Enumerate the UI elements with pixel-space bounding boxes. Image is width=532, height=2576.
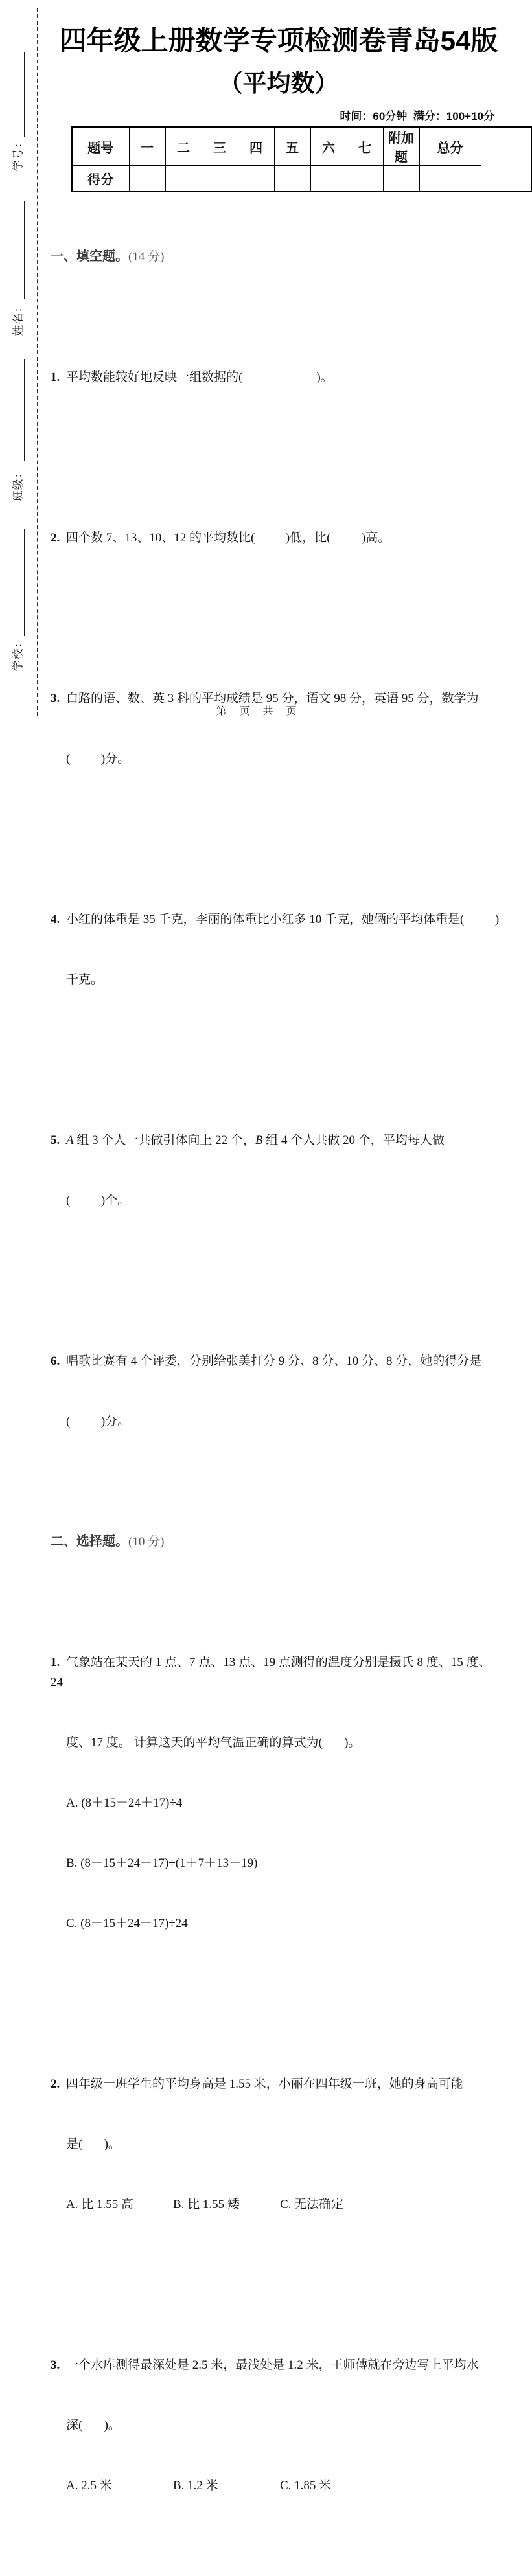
question-number: 2.: [51, 2077, 60, 2091]
fill-question-6: [51, 1311, 500, 1472]
score-header-timu: 题号: [72, 127, 129, 166]
fill-question-4: [51, 869, 500, 1030]
school-label-text: 学校：: [12, 636, 25, 671]
question-line: 一个水库测得最深处是 2.5 米，最浅处是 1.2 米，王师傅就在旁边写上平均水: [66, 2358, 479, 2372]
question-number: 4.: [51, 913, 60, 926]
question-text: [51, 2355, 500, 2375]
question-number: 6.: [51, 1354, 60, 1368]
page-dashed-border: [37, 8, 38, 716]
question-number: 3.: [51, 692, 60, 705]
score-header-1: 一: [129, 127, 165, 166]
question-number: 5.: [51, 1134, 60, 1147]
exam-meta: 时间：60分钟 满分：100+10分: [340, 110, 494, 122]
section-2-points: (10 分): [128, 1535, 165, 1549]
choice-question-1: [51, 1612, 500, 1974]
section-2-heading: [51, 1532, 500, 1552]
option-c: C. 无法确定: [280, 2198, 344, 2211]
question-text: [51, 1351, 500, 1371]
score-header-6: 六: [310, 127, 347, 166]
question-number: 3.: [51, 2358, 60, 2372]
question-text: [51, 2074, 500, 2094]
score-header-3: 三: [202, 127, 238, 166]
class-write-line: [24, 359, 25, 461]
section-1-heading: [51, 247, 500, 267]
question-line: 深( )。: [66, 2419, 121, 2432]
school-label: [3, 618, 31, 689]
score-header-5: 五: [274, 127, 310, 166]
option-a: A. 2.5 米: [66, 2479, 112, 2492]
question-line: 唱歌比赛有 4 个评委，分别给张美打分 9 分、8 分、10 分、8 分，她的得分是: [66, 1354, 482, 1368]
score-table: [71, 126, 532, 192]
question-line: 白路的语、数、英 3 科的平均成绩是 95 分，语文 98 分，英语 95 分，数学为: [66, 692, 479, 705]
section-1-points: (14 分): [128, 250, 165, 264]
question-line: 四个数 7、13、10、12 的平均数比( )低，比( )高。: [66, 531, 391, 545]
question-line: 是( )。: [66, 2137, 121, 2151]
question-text: [51, 1652, 500, 1693]
question-line: 组 3 个人一共做引体向上 22 个，: [73, 1134, 255, 1147]
option-b: B. (8＋15＋24＋17)÷(1＋7＋13＋19): [66, 1856, 258, 1870]
class-label: [3, 448, 31, 519]
page-subtitle: （平均数）: [218, 70, 339, 97]
score-table-header-row: [72, 127, 531, 166]
question-line: 气象站在某天的 1 点、7 点、13 点、19 点测得的温度分别是摄氏 8 度、15 度、24: [51, 1656, 491, 1689]
question-line: 平均数能较好地反映一组数据的( )。: [66, 370, 333, 384]
option-c: C. 1.85 米: [280, 2479, 332, 2492]
page-title: 四年级上册数学专项检测卷青岛54版: [59, 25, 498, 56]
question-line: 度、17 度。 计算这天的平均气温正确的算式为( )。: [66, 1736, 361, 1750]
question-line: 四年级一班学生的平均身高是 1.55 米，小丽在四年级一班，她的身高可能: [66, 2077, 463, 2091]
question-line: 组 4 个人共做 20 个，平均每人做: [262, 1134, 445, 1147]
question-text: [51, 909, 500, 929]
options-row: [51, 2194, 500, 2215]
choice-question-3: [51, 2315, 500, 2536]
fill-question-3: [51, 648, 500, 809]
question-text: [51, 528, 500, 548]
question-text: [51, 367, 500, 387]
score-header-2: 二: [165, 127, 202, 166]
name-label: [3, 282, 31, 354]
question-number: 2.: [51, 531, 60, 545]
question-line: 千克。: [66, 973, 104, 986]
student-id-label: [3, 118, 31, 189]
options-row: [51, 2476, 500, 2496]
question-line: ( )个。: [66, 1194, 130, 1207]
option-c: C. (8＋15＋24＋17)÷24: [66, 1917, 188, 1930]
fill-question-5: [51, 1090, 500, 1251]
score-header-total: 总分: [419, 127, 481, 166]
score-header-bonus: 附加题: [383, 127, 419, 166]
page-footer: 第 页 共 页: [216, 706, 298, 717]
question-line: 小红的体重是 35 千克，李丽的体重比小红多 10 千克，她俩的平均体重是( ): [66, 913, 500, 926]
question-number: 1.: [51, 370, 60, 384]
section-1-title: 一、填空题。: [51, 249, 128, 264]
question-line: ( )分。: [66, 752, 130, 766]
choice-question-2: [51, 2034, 500, 2255]
option-a: A. (8＋15＋24＋17)÷4: [66, 1796, 183, 1810]
variable-a: A: [66, 1134, 74, 1147]
question-text: [51, 1130, 500, 1150]
question-number: 1.: [51, 1656, 60, 1669]
section-2-title: 二、选择题。: [51, 1534, 128, 1549]
fill-question-1: [51, 327, 500, 427]
class-label-text: 班级：: [12, 466, 25, 501]
score-header-7: 七: [347, 127, 383, 166]
student-id-label-text: 学号：: [12, 136, 25, 171]
fill-question-2: [51, 488, 500, 588]
variable-b: B: [255, 1134, 263, 1147]
option-a: A. 比 1.55 高: [66, 2198, 133, 2211]
exam-body: [51, 187, 500, 2576]
score-header-4: 四: [238, 127, 274, 166]
option-b: B. 1.2 米: [173, 2479, 218, 2492]
question-line: ( )分。: [66, 1415, 130, 1428]
option-b: B. 比 1.55 矮: [173, 2198, 240, 2211]
name-label-text: 姓名：: [12, 301, 25, 336]
score-row-label: 得分: [72, 166, 129, 192]
